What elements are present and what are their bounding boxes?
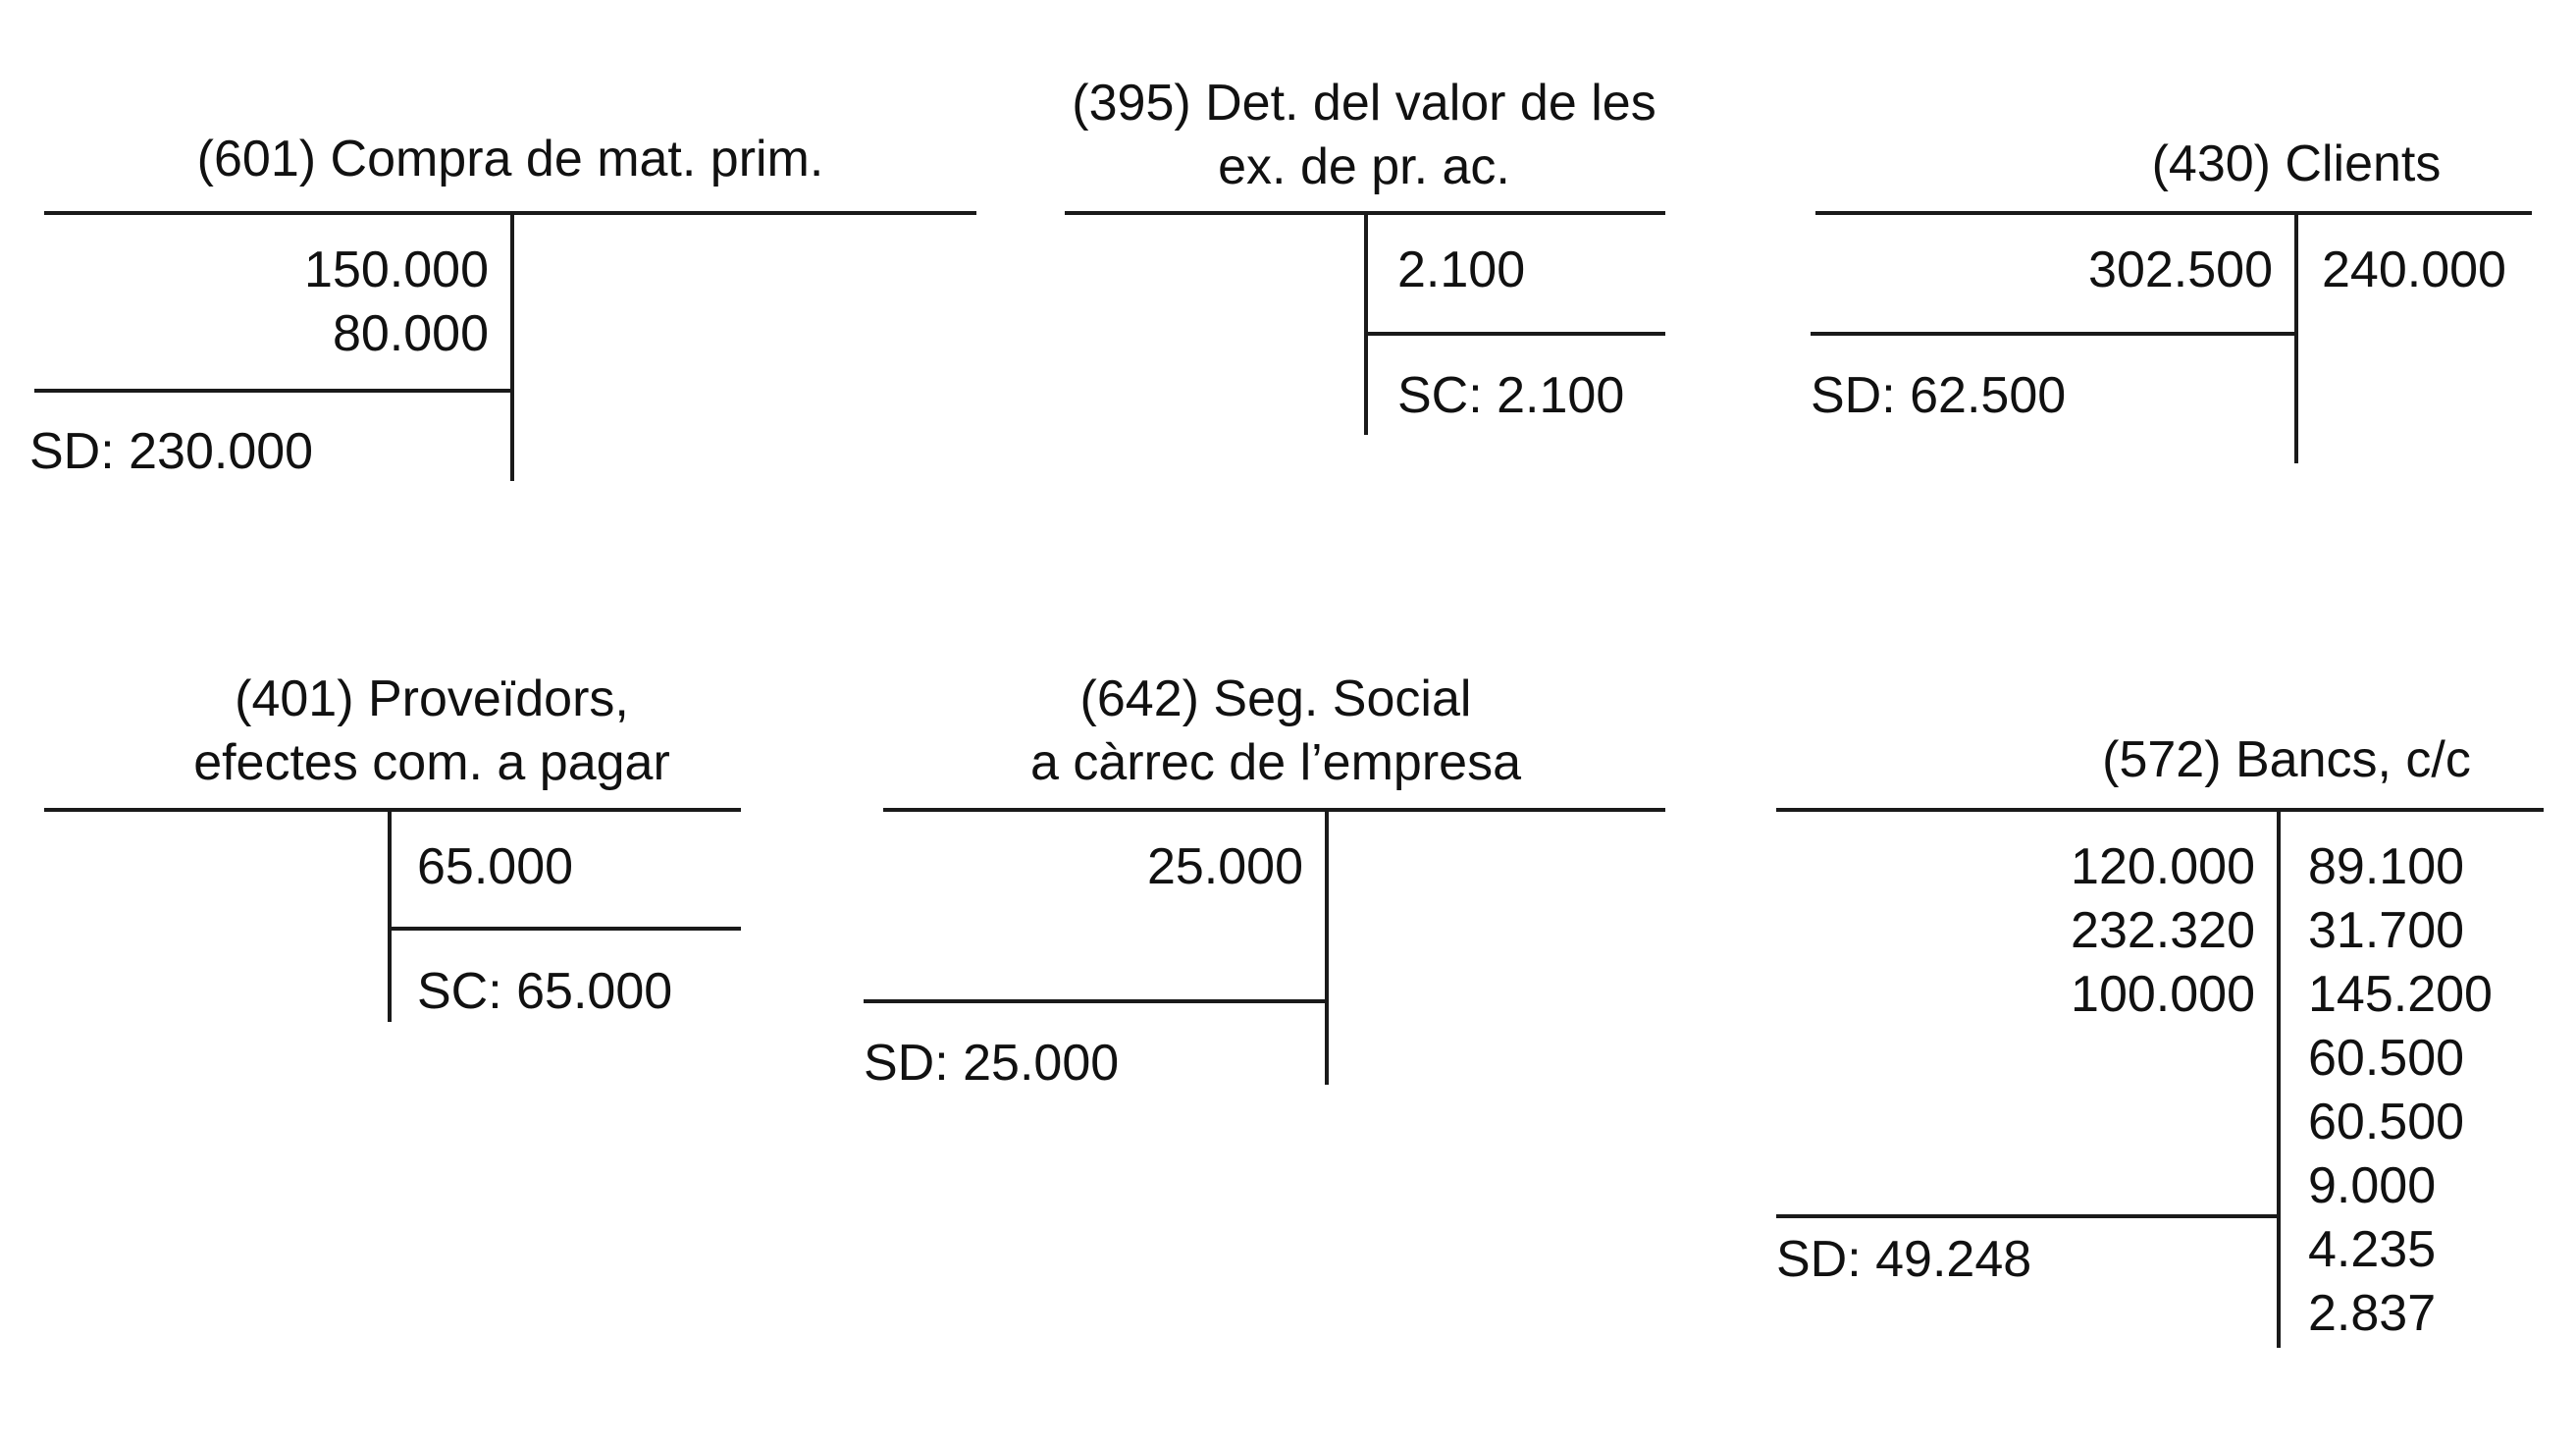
debit-entry: 80.000 xyxy=(332,305,489,362)
t-account-divider xyxy=(2277,808,2281,1348)
credit-entry: 4.235 xyxy=(2308,1221,2437,1278)
debit-column xyxy=(1963,239,2273,302)
account-title-572 xyxy=(2041,728,2532,792)
credit-entry: 240.000 xyxy=(2322,241,2506,298)
t-account-divider xyxy=(1364,211,1368,435)
account-title-line-1: (401) Proveïdors, xyxy=(235,670,629,727)
debit-entry: 25.000 xyxy=(1146,838,1303,895)
balance-line xyxy=(1776,1214,2281,1218)
account-title-line-1: (601) Compra de mat. prim. xyxy=(196,131,824,187)
t-account-divider xyxy=(510,211,514,481)
credit-entry: 145.200 xyxy=(2308,966,2493,1023)
credit-entry: 60.500 xyxy=(2308,1094,2465,1150)
balance-label: SD: 25.000 xyxy=(864,1035,1120,1092)
balance-label: SD: 49.248 xyxy=(1776,1231,2032,1288)
account-title-line-2: efectes com. a pagar xyxy=(193,734,670,791)
balance-line xyxy=(388,927,741,931)
account-title-line-2: ex. de pr. ac. xyxy=(1218,138,1510,195)
balance-line xyxy=(34,389,514,393)
credit-entry: 2.837 xyxy=(2308,1285,2437,1342)
credit-entry: 2.100 xyxy=(1397,241,1526,298)
credit-column xyxy=(2322,239,2506,302)
account-title-401 xyxy=(44,668,819,795)
t-account-top-line xyxy=(44,808,741,812)
account-title-601 xyxy=(44,128,976,191)
account-title-line-1: (572) Bancs, c/c xyxy=(2102,731,2471,788)
credit-entry: 65.000 xyxy=(417,838,574,895)
account-title-line-1: (642) Seg. Social xyxy=(1079,670,1472,727)
credit-column xyxy=(1397,239,1525,302)
balance-label: SC: 65.000 xyxy=(417,963,673,1020)
t-account-divider xyxy=(1325,808,1329,1085)
t-account-top-line xyxy=(1776,808,2544,812)
t-account-top-line xyxy=(1815,211,2532,215)
balance-label: SD: 62.500 xyxy=(1811,367,2067,424)
credit-entry: 60.500 xyxy=(2308,1030,2465,1087)
account-title-395 xyxy=(1060,72,1668,199)
account-title-line-1: (395) Det. del valor de les xyxy=(1072,75,1656,132)
credit-entry: 89.100 xyxy=(2308,838,2465,895)
account-title-line-1: (430) Clients xyxy=(2151,135,2442,192)
credit-column xyxy=(417,835,573,899)
balance-label: SC: 2.100 xyxy=(1397,367,1625,424)
debit-entry: 100.000 xyxy=(2071,966,2255,1023)
balance-label: SD: 230.000 xyxy=(29,423,314,480)
debit-entry: 120.000 xyxy=(2071,838,2255,895)
account-title-430 xyxy=(2080,133,2512,196)
t-account-divider xyxy=(388,808,392,1022)
debit-column xyxy=(98,239,489,366)
balance-line xyxy=(864,999,1329,1003)
debit-column xyxy=(1923,835,2255,1027)
account-title-line-2: a càrrec de l’empresa xyxy=(1030,734,1521,791)
credit-column xyxy=(2308,835,2493,1346)
credit-entry: 9.000 xyxy=(2308,1157,2437,1214)
t-account-top-line xyxy=(883,808,1665,812)
t-account-divider xyxy=(2294,211,2298,463)
balance-line xyxy=(1364,332,1665,336)
debit-entry: 232.320 xyxy=(2071,902,2255,959)
credit-entry: 31.700 xyxy=(2308,902,2465,959)
debit-entry: 302.500 xyxy=(2088,241,2273,298)
balance-line xyxy=(1811,332,2298,336)
account-title-642 xyxy=(883,668,1668,795)
debit-entry: 150.000 xyxy=(304,241,489,298)
debit-column xyxy=(981,835,1303,899)
